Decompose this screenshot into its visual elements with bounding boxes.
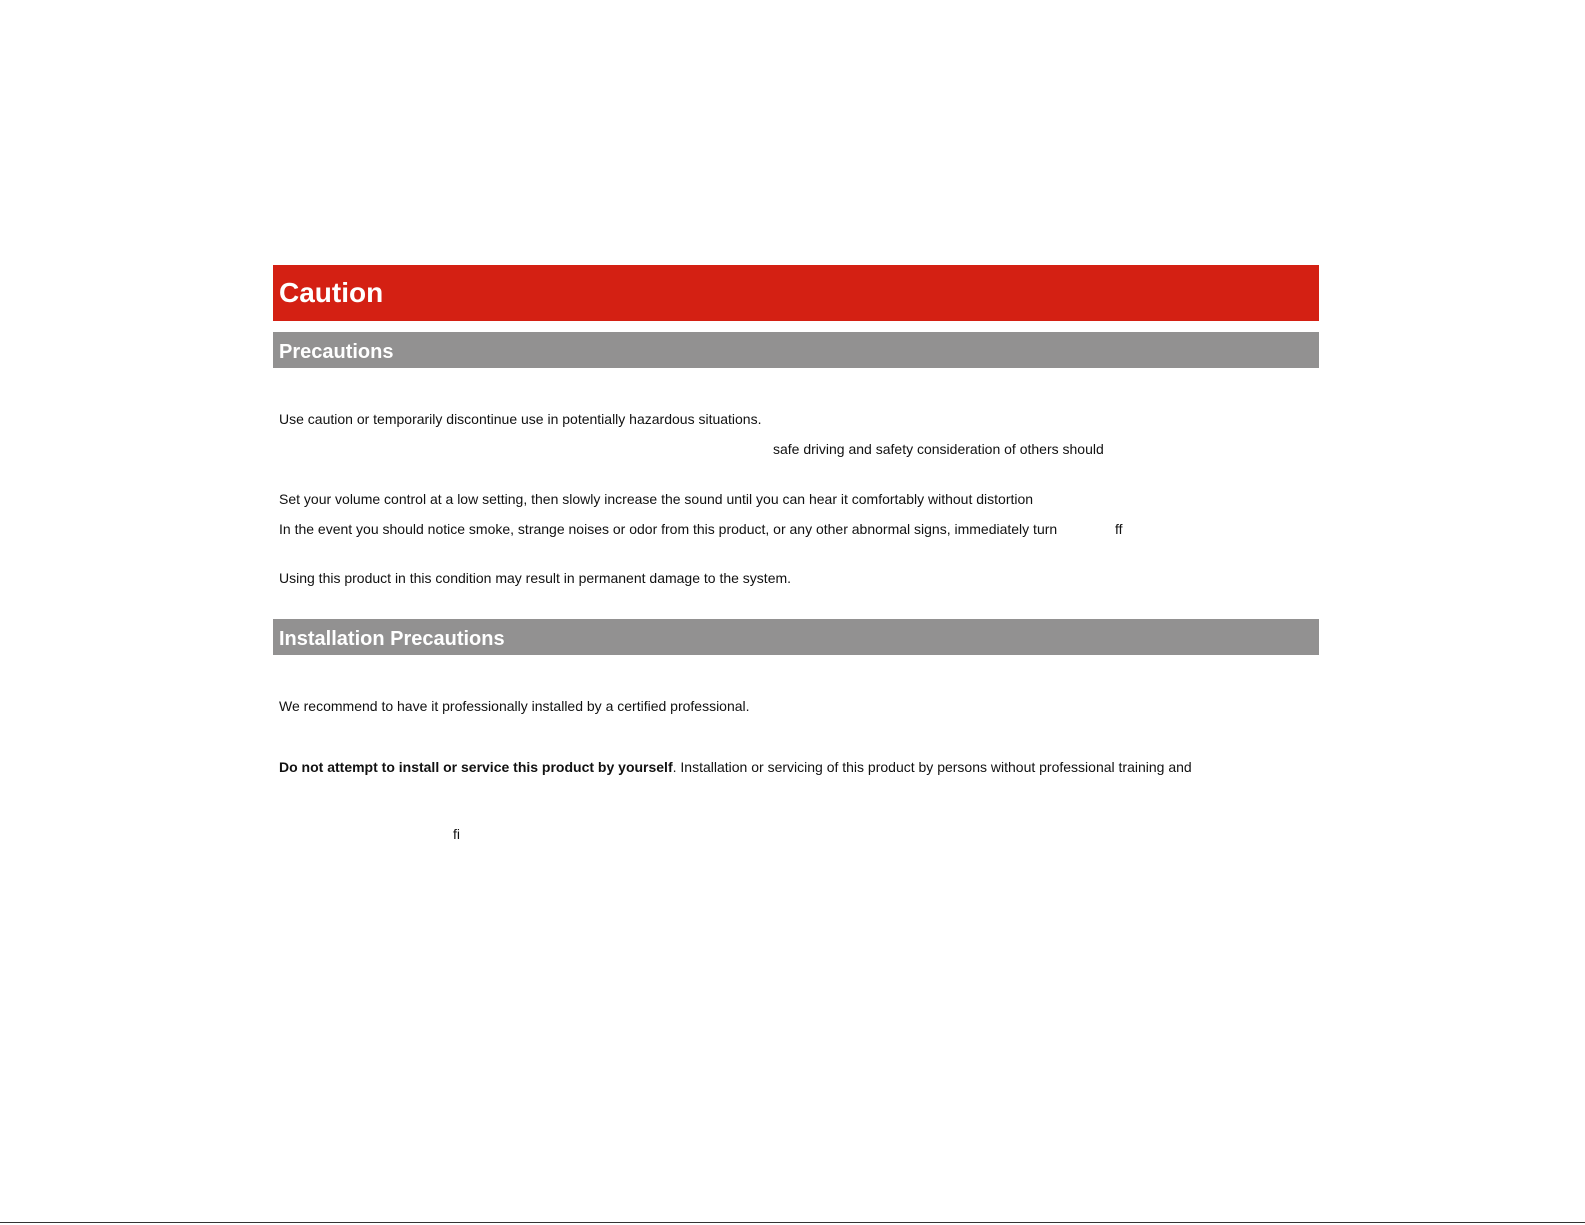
section-heading-installation-precautions: Installation Precautions [273, 619, 1319, 655]
installation-line-3-fragment: fi [453, 826, 460, 842]
precaution-line-4-fragment: ff [1115, 521, 1123, 537]
installation-warning-bold: Do not attempt to install or service this product by yourself [279, 759, 673, 775]
precaution-line-1: Use caution or temporarily discontinue use in potentially hazardous situations. [279, 411, 762, 427]
precaution-line-3: Set your volume control at a low setting, then slowly increase the sound until you can hear it comfortably without distortion [279, 491, 1034, 507]
page-title: Caution [273, 265, 1319, 321]
precaution-line-2: safe driving and safety consideration of others should [773, 441, 1104, 457]
bottom-rule [0, 1222, 1585, 1223]
precaution-line-4: In the event you should notice smoke, strange noises or odor from this product, or any other abnormal signs, immediately turn [279, 521, 1058, 537]
installation-line-2-rest: . Installation or servicing of this product by persons without professional training and [672, 759, 1192, 775]
installation-line-2 [279, 758, 1192, 776]
section-heading-precautions: Precautions [273, 332, 1319, 368]
installation-line-1: We recommend to have it professionally installed by a certified professional. [279, 698, 750, 714]
precaution-line-5: Using this product in this condition may result in permanent damage to the system. [279, 570, 792, 586]
